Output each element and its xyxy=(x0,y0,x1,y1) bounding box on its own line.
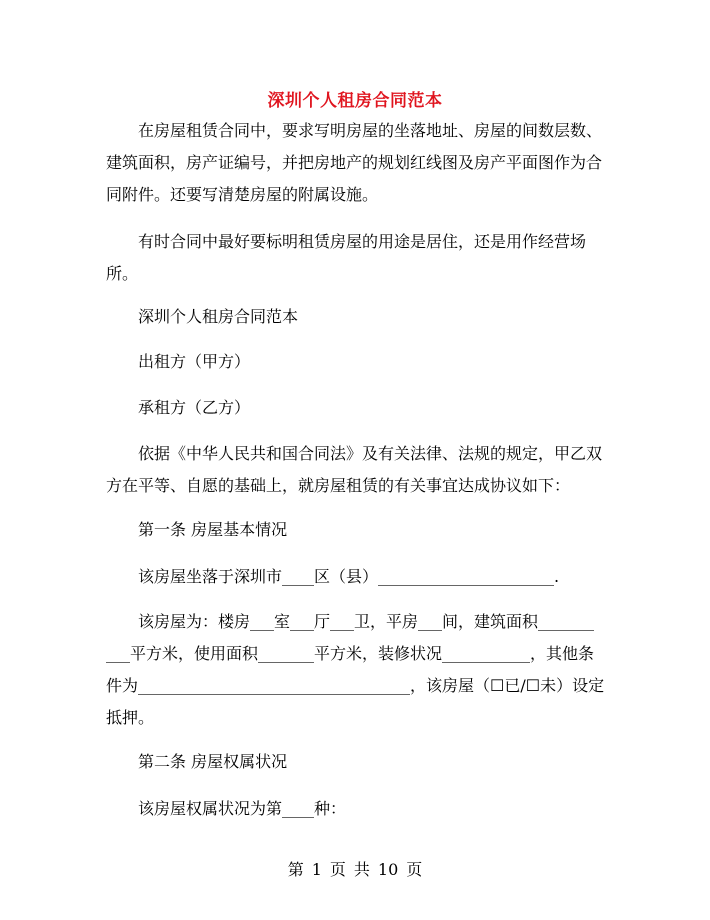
party-b-label: 承租方（乙方） xyxy=(138,398,251,417)
footer-label-gong: 共 xyxy=(353,860,370,879)
legal-basis-paragraph: 依据《中华人民共和国合同法》及有关法律、法规的规定，甲乙双方在平等、自愿的基础上，就房屋租赁的有关事宜达成协议如下： xyxy=(106,444,603,495)
party-a-label: 出租方（甲方） xyxy=(138,352,251,371)
page-number-current: 1 xyxy=(311,860,322,879)
footer-label-ye: 页 xyxy=(329,860,346,879)
document-title: 深圳个人租房合同范本 xyxy=(267,91,443,111)
footer-label-ye-2: 页 xyxy=(406,860,423,879)
intro-paragraph-2: 有时合同中最好要标明租赁房屋的用途是居住，还是用作经营场所。 xyxy=(106,232,587,283)
article-1-heading: 第一条 房屋基本情况 xyxy=(138,520,288,539)
article-2-heading: 第二条 房屋权属状况 xyxy=(138,752,288,771)
ownership-line: 该房屋权属状况为第____种： xyxy=(138,799,347,818)
contract-subtitle: 深圳个人租房合同范本 xyxy=(138,307,299,326)
page-footer xyxy=(0,857,710,880)
house-details-paragraph: 该房屋为：楼房___室___厅___卫，平房___间，建筑面积_______ ___平方米，使用面积_______平方米，装修状况___________，其他条件为__________________________________，该房屋（☐已/☐未）设定抵押。 xyxy=(106,612,605,727)
page-number-total: 10 xyxy=(377,860,399,879)
footer-label-di: 第 xyxy=(287,860,304,879)
intro-paragraph-1: 在房屋租赁合同中，要求写明房屋的坐落地址、房屋的间数层数、建筑面积，房产证编号，并把房地产的规划红线图及房产平面图作为合同附件。还要写清楚房屋的附属设施。 xyxy=(106,121,603,204)
location-line: 该房屋坐落于深圳市____区（县）______________________. xyxy=(138,567,560,586)
